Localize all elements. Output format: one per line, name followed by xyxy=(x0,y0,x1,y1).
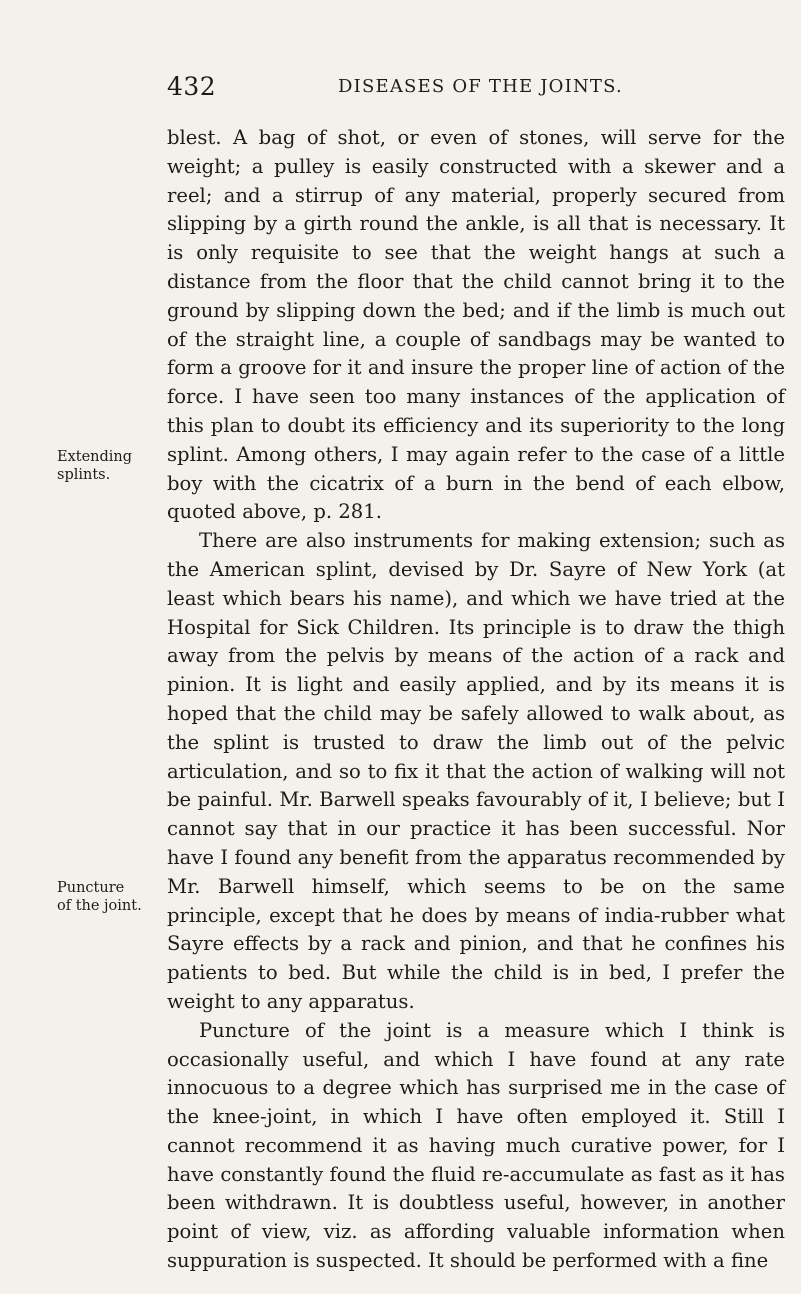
margin-note-puncture-joint xyxy=(57,879,155,915)
margin-note-line: of the joint. xyxy=(57,898,142,914)
page-number: 432 xyxy=(167,72,217,101)
page-header xyxy=(0,72,801,112)
paragraph-puncture: Puncture of the joint is a measure which I think is occasionally useful, and which I have found at any rate innocuous to a degree which has surprised me in the case of the knee-joint, in which I have often employed it. Still I cannot recommend it as having much curative power, for I have constantly found the fluid re-accumulate as fast as it has been withdrawn. It is doubtless useful, however, in another point of view, viz. as affording valuable information when suppuration is suspected. It should be performed with a fine xyxy=(167,1018,785,1273)
body-text xyxy=(167,124,785,1276)
margin-note-extending-splints xyxy=(57,448,155,484)
margin-note-line: Extending xyxy=(57,449,133,465)
margin-note-line: splints. xyxy=(57,467,111,483)
running-title: DISEASES OF THE JOINTS. xyxy=(338,76,623,97)
paragraph-continuation: blest. A bag of shot, or even of stones, will serve for the weight; a pulley is easily constructed with a skewer and a reel; and a stirrup of any material, properly secured from slipping by a girth round the ankle, is all that is necessary. It is only requisite to see that the weight hangs at such a distance from the floor that the child cannot bring it to the ground by slipping down the bed; and if the limb is much out of the straight line, a couple of sandbags may be wanted to form a groove for it and insure the proper line of action of the force. I have seen too many instances of the application of this plan to doubt its efficiency and its superiority to the long splint. Among others, I may again refer to the case of a little boy with the cicatrix of a burn in the bend of each elbow, quoted above, p. 281. xyxy=(167,126,785,524)
margin-note-line: Puncture xyxy=(57,880,125,896)
paragraph-extending-splints: There are also instruments for making extension; such as the American splint, devised by Dr. Sayre of New York (at least which bears his name), and which we have tried at the Hospital for Sick Children. Its principle is to draw the thigh away from the pelvis by means of the action of a rack and pinion. It is light and easily applied, and by its means it is hoped that the child may be safely allowed to walk about, as the splint is trusted to draw the limb out of the pelvic articulation, and so to fix it that the action of walking will not be painful. Mr. Barwell speaks favourably of it, I believe; but I cannot say that in our practice it has been successful. Nor have I found any benefit from the apparatus recommended by Mr. Barwell himself, which seems to be on the same principle, except that he does by means of india-rubber what Sayre effects by a rack and pinion, and that he confines his patients to bed. But while the child is in bed, I prefer the weight to any apparatus. xyxy=(167,529,785,1013)
